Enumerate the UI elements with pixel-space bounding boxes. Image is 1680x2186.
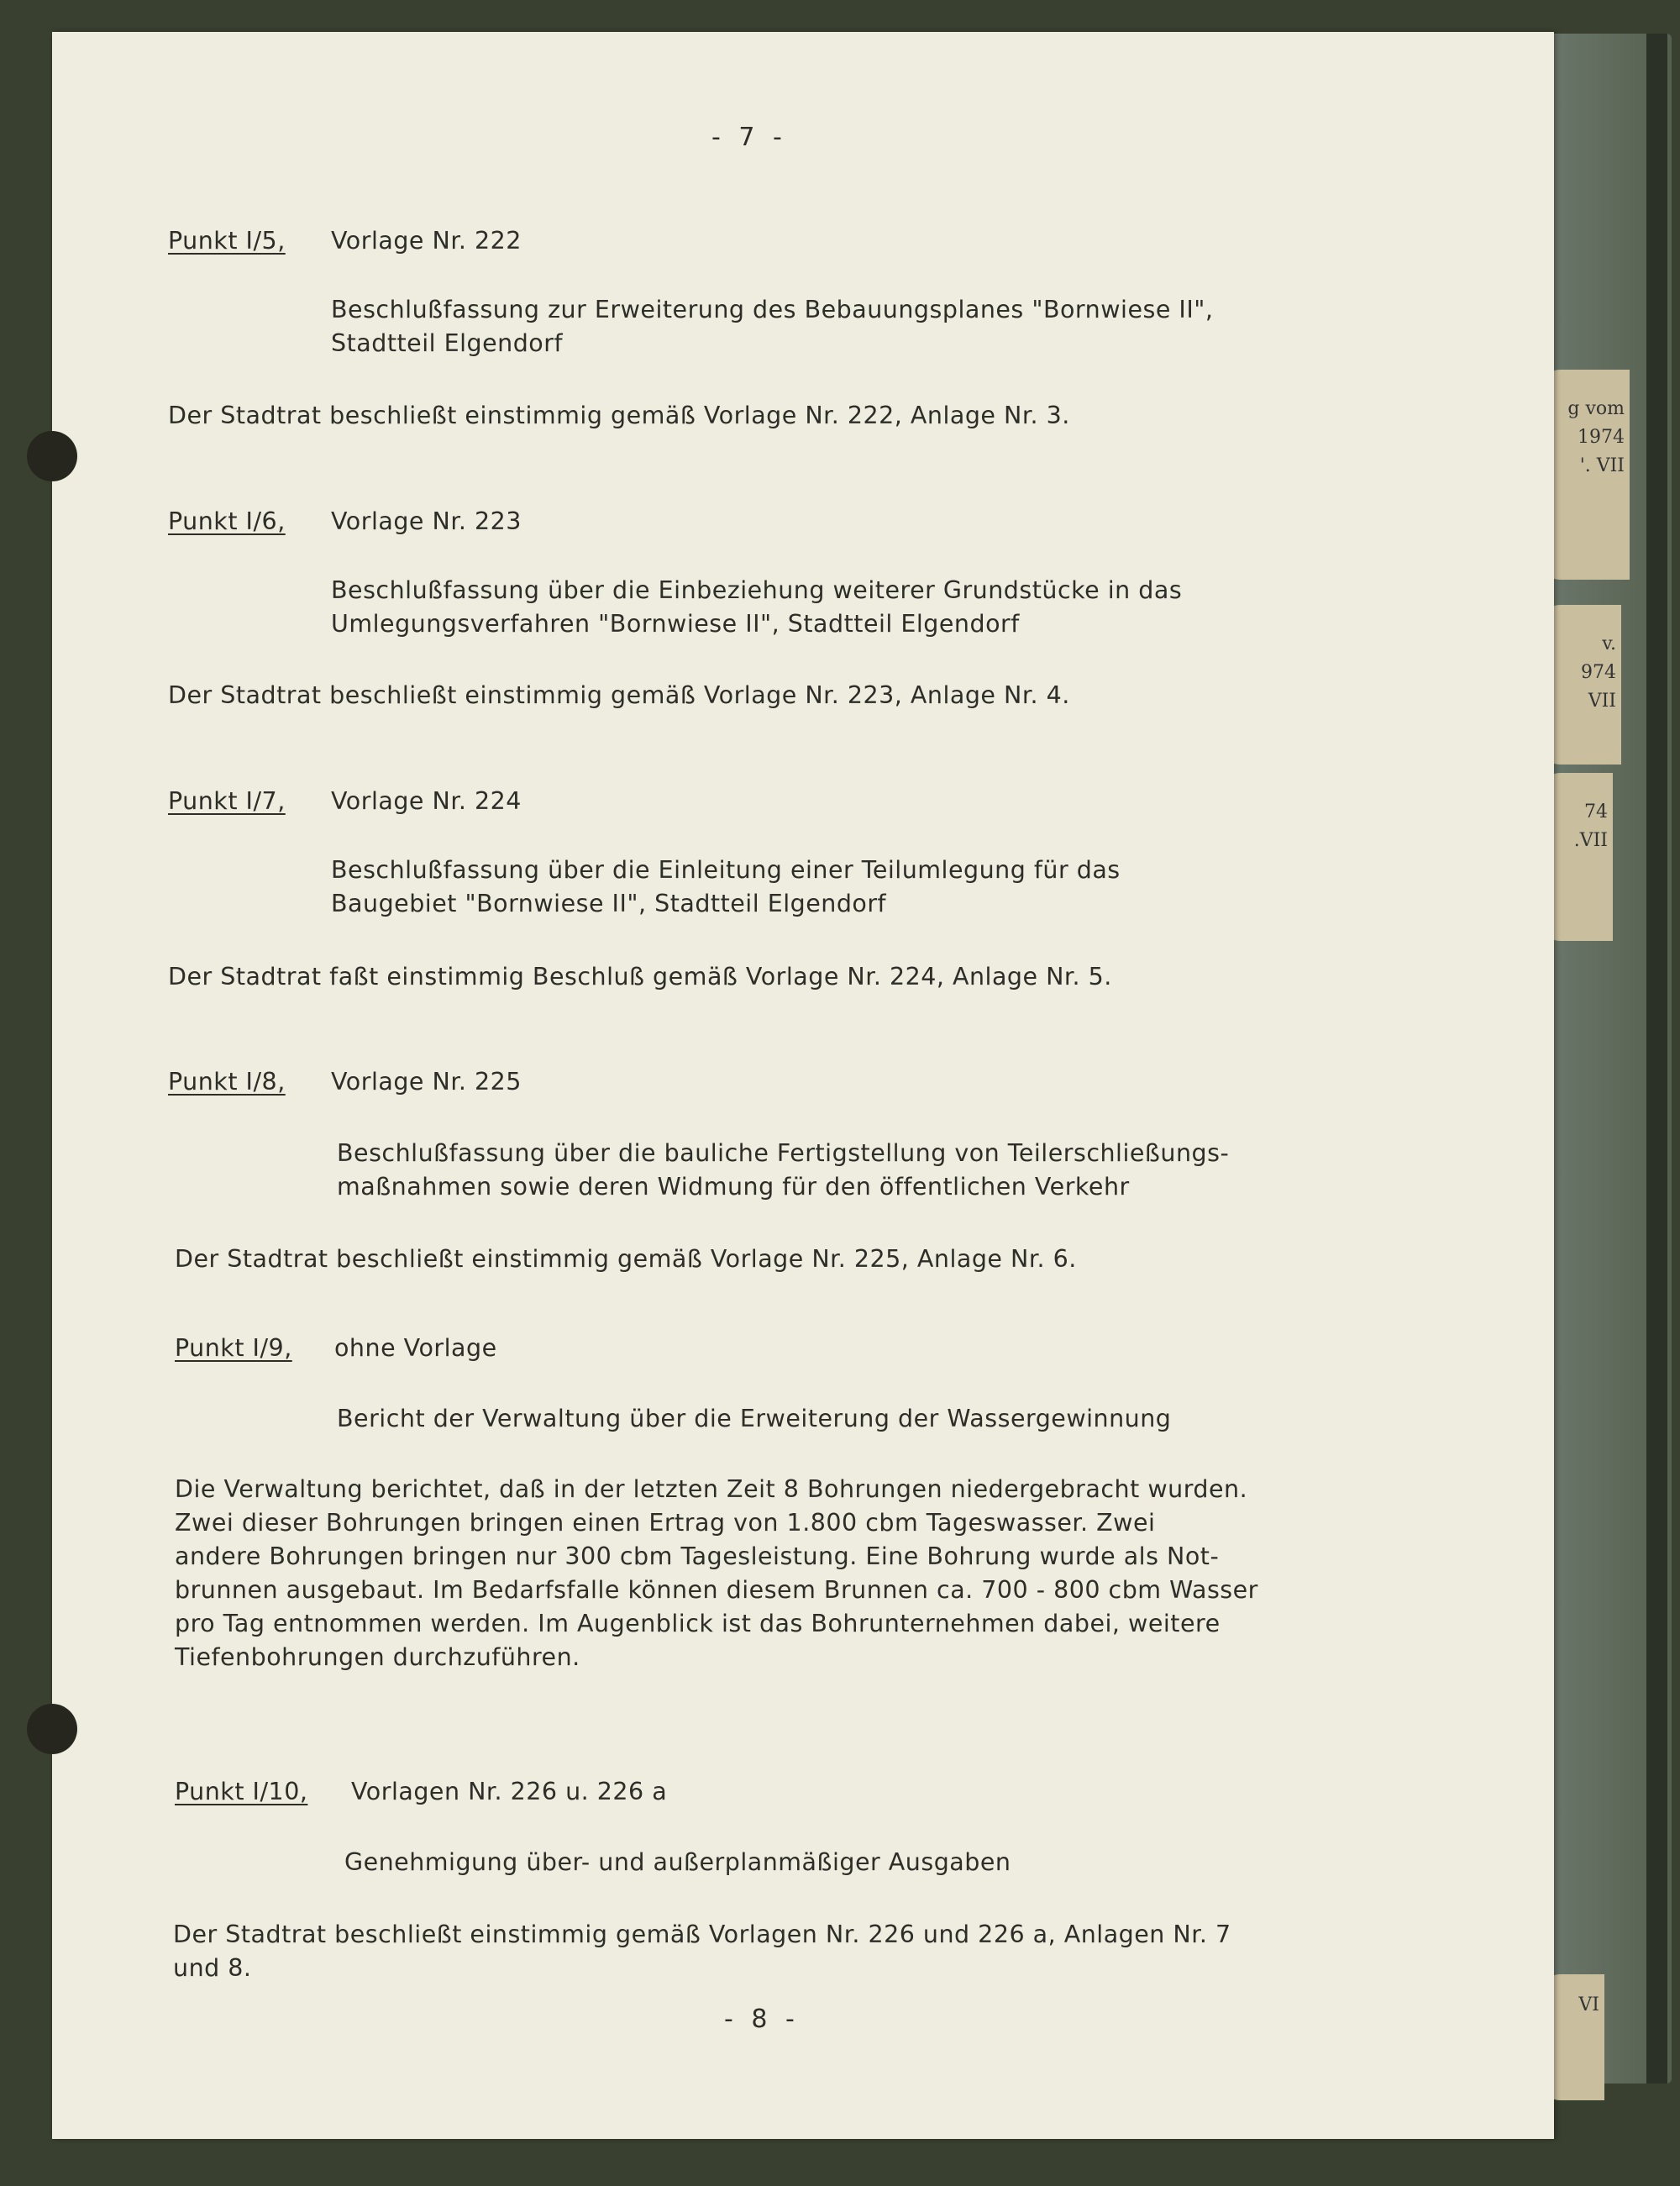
item-vorlage: Vorlagen Nr. 226 u. 226 a — [351, 1778, 668, 1805]
item-decision-line: pro Tag entnommen werden. Im Augenblick ist das Bohrunternehmen dabei, weitere — [175, 1610, 1221, 1637]
tab-text: VII — [1588, 691, 1616, 712]
item-heading: Punkt I/5, — [168, 227, 286, 255]
item-heading: Punkt I/7, — [168, 787, 286, 815]
item-decision-line: Der Stadtrat beschließt einstimmig gemäß Vorlage Nr. 222, Anlage Nr. 3. — [168, 402, 1070, 429]
tab-text: VI — [1578, 1994, 1599, 2015]
item-decision-line: Der Stadtrat faßt einstimmig Beschluß gemäß Vorlage Nr. 224, Anlage Nr. 5. — [168, 963, 1112, 991]
item-vorlage: Vorlage Nr. 225 — [331, 1068, 522, 1096]
item-vorlage: Vorlage Nr. 223 — [331, 507, 522, 535]
item-heading: Punkt I/9, — [175, 1334, 292, 1362]
item-subject-line: Stadtteil Elgendorf — [331, 329, 563, 357]
item-heading: Punkt I/10, — [175, 1778, 308, 1805]
item-vorlage: Vorlage Nr. 222 — [331, 227, 522, 255]
tab-text: 974 — [1581, 662, 1616, 683]
tab-text: '. VII — [1579, 455, 1625, 476]
tab-text: g vom — [1567, 398, 1625, 419]
item-decision-line: Die Verwaltung berichtet, daß in der letzten Zeit 8 Bohrungen niedergebracht wurden. — [175, 1475, 1248, 1503]
item-decision-line: Der Stadtrat beschließt einstimmig gemäß Vorlage Nr. 223, Anlage Nr. 4. — [168, 681, 1070, 709]
binder-edge — [1646, 34, 1667, 2084]
punch-hole — [27, 1704, 77, 1754]
item-vorlage: ohne Vorlage — [334, 1334, 497, 1362]
item-subject-line: Umlegungsverfahren "Bornwiese II", Stadtteil Elgendorf — [331, 610, 1020, 638]
item-decision-line: brunnen ausgebaut. Im Bedarfsfalle können diesem Brunnen ca. 700 - 800 cbm Wasser — [175, 1576, 1258, 1604]
tab-text: 74 — [1584, 801, 1608, 822]
item-subject-line: Genehmigung über- und außerplanmäßiger Ausgaben — [344, 1848, 1011, 1876]
item-subject-line: Bericht der Verwaltung über die Erweiterung der Wassergewinnung — [337, 1405, 1172, 1432]
item-decision-line: Der Stadtrat beschließt einstimmig gemäß Vorlagen Nr. 226 und 226 a, Anlagen Nr. 7 — [173, 1921, 1231, 1948]
item-decision-line: Der Stadtrat beschließt einstimmig gemäß Vorlage Nr. 225, Anlage Nr. 6. — [175, 1245, 1077, 1273]
item-subject-line: maßnahmen sowie deren Widmung für den öffentlichen Verkehr — [337, 1173, 1130, 1201]
item-heading: Punkt I/6, — [168, 507, 286, 535]
item-heading: Punkt I/8, — [168, 1068, 286, 1096]
item-subject-line: Beschlußfassung über die bauliche Fertigstellung von Teilerschließungs- — [337, 1139, 1230, 1167]
item-subject-line: Beschlußfassung über die Einleitung einer Teilumlegung für das — [331, 856, 1121, 884]
item-decision-line: und 8. — [173, 1954, 252, 1982]
item-decision-line: Tiefenbohrungen durchzuführen. — [175, 1643, 580, 1671]
item-decision-line: Zwei dieser Bohrungen bringen einen Ertrag von 1.800 cbm Tageswasser. Zwei — [175, 1509, 1156, 1537]
item-decision-line: andere Bohrungen bringen nur 300 cbm Tagesleistung. Eine Bohrung wurde als Not- — [175, 1542, 1220, 1570]
item-vorlage: Vorlage Nr. 224 — [331, 787, 522, 815]
document-page — [52, 32, 1554, 2139]
punch-hole — [27, 431, 77, 481]
tab-text: v. — [1602, 633, 1616, 654]
page-number-bottom: - 8 - — [724, 2005, 800, 2034]
item-subject-line: Beschlußfassung zur Erweiterung des Bebauungsplanes "Bornwiese II", — [331, 296, 1214, 323]
tab-text: 1974 — [1578, 427, 1625, 448]
item-subject-line: Baugebiet "Bornwiese II", Stadtteil Elgendorf — [331, 890, 887, 917]
tab-text: .VII — [1573, 830, 1608, 851]
item-subject-line: Beschlußfassung über die Einbeziehung weiterer Grundstücke in das — [331, 576, 1183, 604]
page-number-top: - 7 - — [711, 123, 787, 152]
